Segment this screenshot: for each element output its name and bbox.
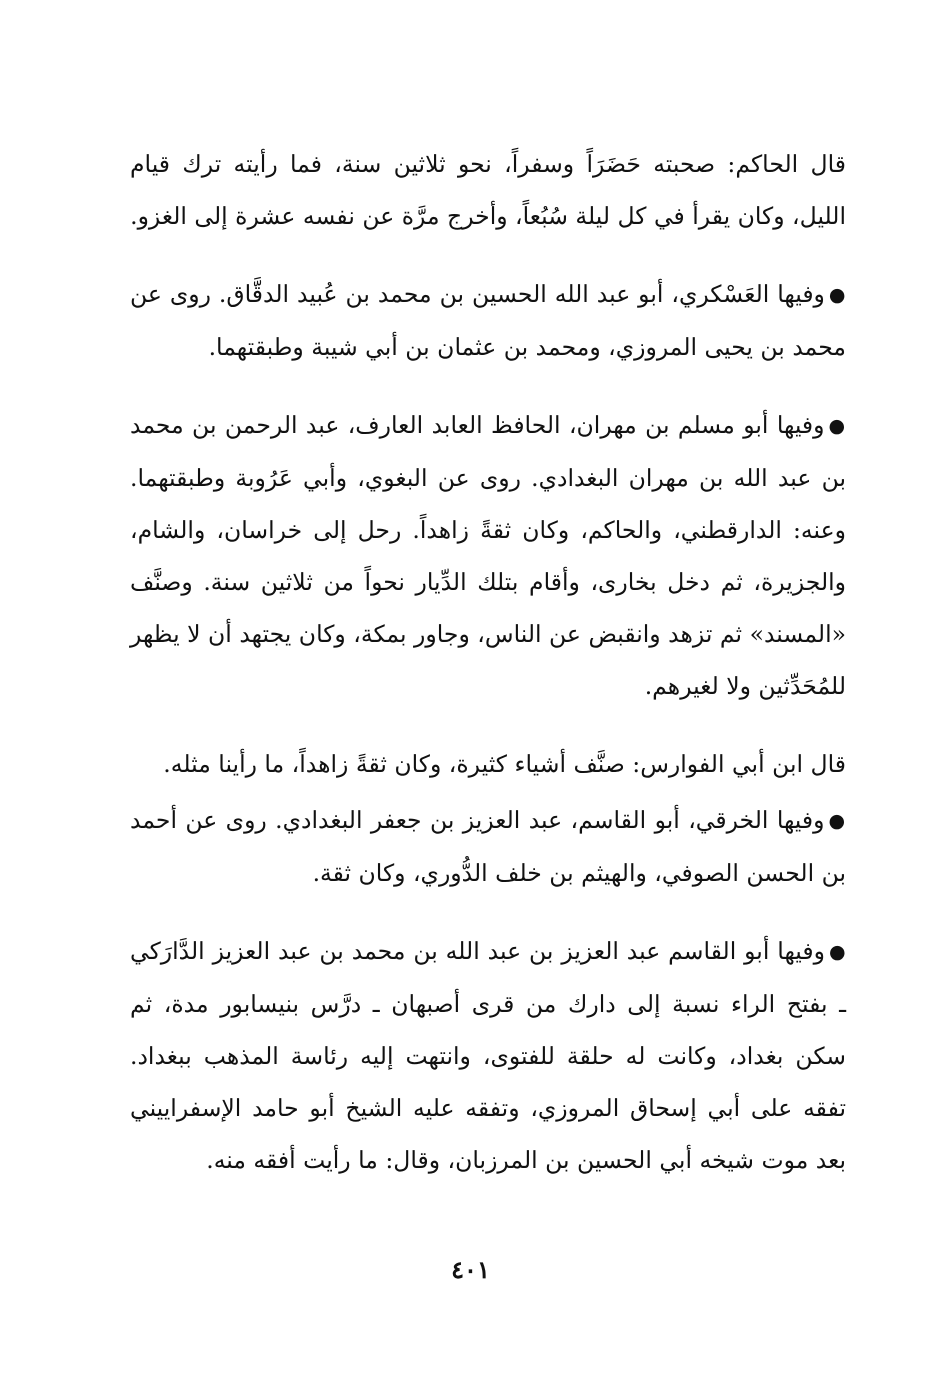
paragraph-2	[130, 268, 846, 373]
paragraph-5	[130, 794, 846, 899]
paragraph-5-text: وفيها الخرقي، أبو القاسم، عبد العزيز بن جعفر البغدادي. روى عن أحمد بن الحسن الصوفي، والهيثم بن خلف الدُّوري، وكان ثقة.	[130, 806, 846, 887]
paragraph-3	[130, 399, 846, 712]
paragraph-3-text: وفيها أبو مسلم بن مهران، الحافظ العابد العارف، عبد الرحمن بن محمد بن عبد الله بن مهران البغدادي. روى عن البغوي، وأبي عَرُوبة وطبقتهما. وعنه: الدارقطني، والحاكم، وكان ثقةً زاهداً. رحل إلى خراسان، والشام، والجزيرة، ثم دخل بخارى، وأقام بتلك الدِّيار نحواً من ثلاثين سنة. وصنَّف «المسند» ثم تزهد وانقبض عن الناس، وجاور بمكة، وكان يجتهد أن لا يظهر للمُحَدِّثين ولا لغيرهم.	[130, 411, 846, 700]
paragraph-6-text: وفيها أبو القاسم عبد العزيز بن عبد الله بن محمد بن عبد العزيز الدَّارَكي ـ بفتح الراء نسبة إلى دارك من قرى أصبهان ـ درَّس بنيسابور مدة، ثم سكن بغداد، وكانت له حلقة للفتوى، وانتهت إليه رئاسة المذهب ببغداد. تفقه على أبي إسحاق المروزي، وتفقه عليه الشيخ أبو حامد الإسفراييني بعد موت شيخه أبي الحسين بن المرزبان، وقال: ما رأيت أفقه منه.	[130, 937, 846, 1174]
paragraph-1-text: قال الحاكم: صحبته حَضَرَاً وسفراً، نحو ثلاثين سنة، فما رأيته ترك قيام الليل، وكان يقرأ في كل ليلة سُبُعاً، وأخرج مرَّة عن نفسه عشرة إلى الغزو.	[130, 150, 846, 230]
bullet-icon: ●	[828, 941, 846, 963]
paragraph-4	[130, 738, 846, 790]
bullet-icon: ●	[828, 415, 846, 437]
paragraph-1	[130, 138, 846, 242]
paragraph-4-text: قال ابن أبي الفوارس: صنَّف أشياء كثيرة، وكان ثقةً زاهداً، ما رأينا مثله.	[163, 750, 846, 778]
bullet-icon: ●	[828, 810, 846, 832]
bullet-icon: ●	[828, 284, 846, 306]
paragraph-6	[130, 925, 846, 1186]
page-number: ٤٠١	[451, 1255, 490, 1284]
paragraph-2-text: وفيها العَسْكري، أبو عبد الله الحسين بن محمد بن عُبيد الدقَّاق. روى عن محمد بن يحيى المروزي، ومحمد بن عثمان بن أبي شيبة وطبقتهما.	[130, 280, 846, 361]
